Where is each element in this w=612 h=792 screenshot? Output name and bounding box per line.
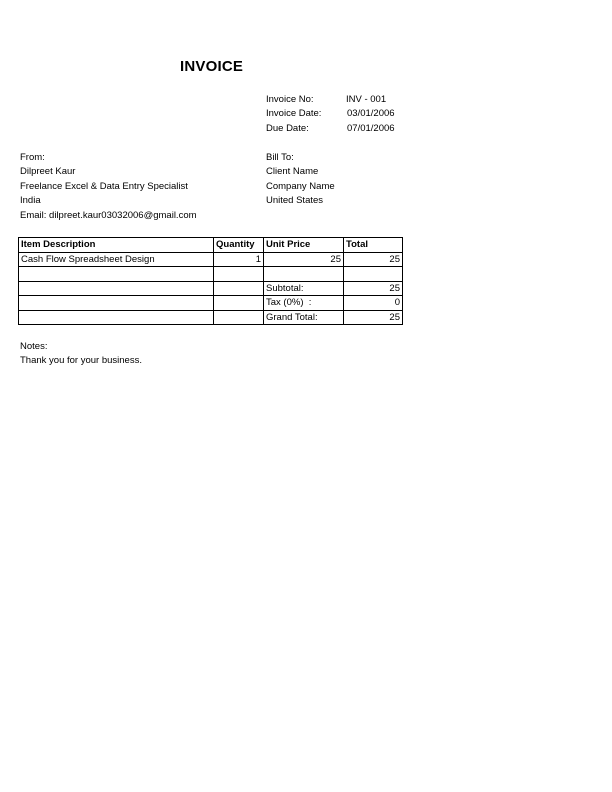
due-date-value: 07/01/2006	[347, 123, 395, 134]
bill-to-client: Client Name	[266, 166, 319, 177]
subtotal-label: Subtotal:	[264, 281, 344, 296]
tax-row	[19, 296, 403, 311]
from-name: Dilpreet Kaur	[20, 166, 76, 177]
from-role: Freelance Excel & Data Entry Specialist	[20, 181, 188, 192]
invoice-items-table	[18, 237, 403, 325]
notes-label: Notes:	[20, 341, 48, 352]
invoice-date-value: 03/01/2006	[347, 108, 395, 119]
empty-cell	[214, 281, 264, 296]
grand-total-value: 25	[344, 310, 403, 325]
subtotal-value: 25	[344, 281, 403, 296]
empty-cell	[19, 310, 214, 325]
empty-cell	[344, 267, 403, 282]
invoice-date-label: Invoice Date:	[266, 108, 322, 119]
empty-cell	[19, 267, 214, 282]
bill-to-label: Bill To:	[266, 152, 294, 163]
empty-cell	[214, 267, 264, 282]
header-unit-price: Unit Price	[264, 238, 344, 253]
from-email: Email: dilpreet.kaur03032006@gmail.com	[20, 210, 197, 221]
tax-value: 0	[344, 296, 403, 311]
header-item-description: Item Description	[19, 238, 214, 253]
table-row-empty	[19, 267, 403, 282]
header-quantity: Quantity	[214, 238, 264, 253]
from-label: From:	[20, 152, 45, 163]
table-header-row	[19, 238, 403, 253]
table-row	[19, 252, 403, 267]
header-total: Total	[344, 238, 403, 253]
due-date-label: Due Date:	[266, 123, 309, 134]
empty-cell	[214, 296, 264, 311]
grand-total-row	[19, 310, 403, 325]
item-total: 25	[344, 252, 403, 267]
bill-to-company: Company Name	[266, 181, 335, 192]
empty-cell	[19, 296, 214, 311]
bill-to-country: United States	[266, 195, 324, 206]
invoice-no-label: Invoice No:	[266, 94, 314, 105]
notes-text: Thank you for your business.	[20, 355, 142, 366]
invoice-no-value: INV - 001	[346, 94, 387, 105]
from-country: India	[20, 195, 41, 206]
empty-cell	[264, 267, 344, 282]
item-unit-price: 25	[264, 252, 344, 267]
grand-total-label: Grand Total:	[264, 310, 344, 325]
subtotal-row	[19, 281, 403, 296]
item-description: Cash Flow Spreadsheet Design	[19, 252, 214, 267]
invoice-title: INVOICE	[180, 58, 244, 75]
tax-label: Tax (0%) :	[264, 296, 344, 311]
item-quantity: 1	[214, 252, 264, 267]
empty-cell	[214, 310, 264, 325]
empty-cell	[19, 281, 214, 296]
